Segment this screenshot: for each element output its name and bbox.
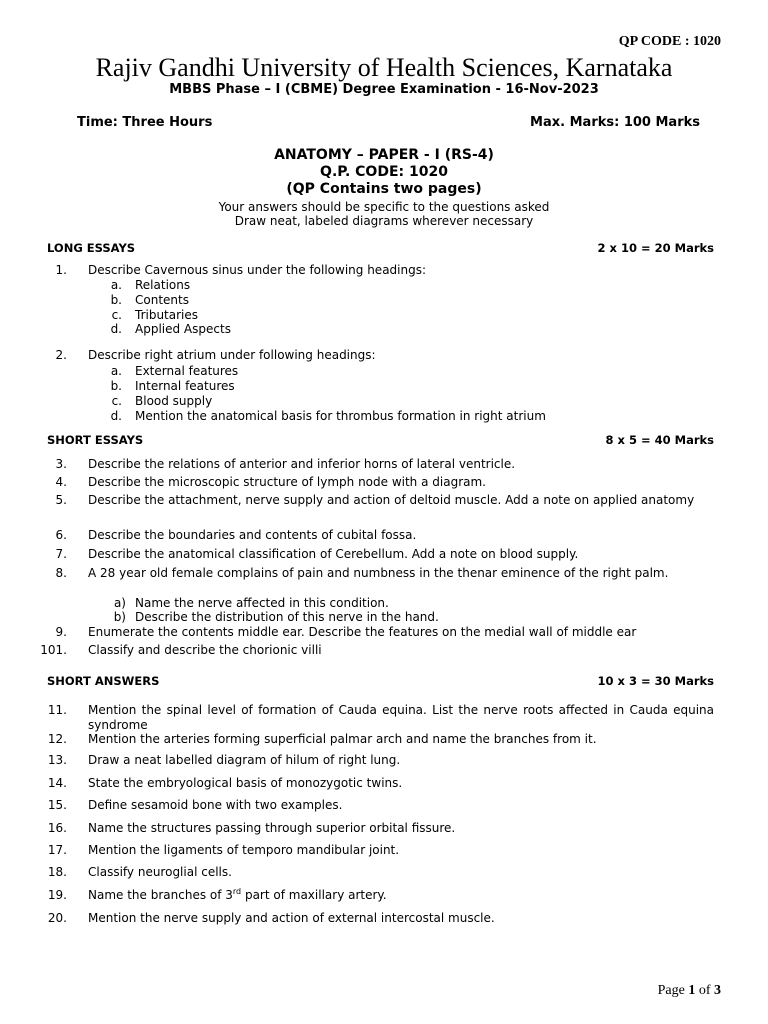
question-text: Describe the boundaries and contents of cubital fossa.: [88, 528, 417, 542]
question-number: 15.: [47, 798, 67, 812]
question-text: Describe Cavernous sinus under the following headings:: [88, 263, 427, 277]
question-text: Mention the arteries forming superficial palmar arch and name the branches from it.: [88, 732, 597, 746]
question-number: 2.: [55, 348, 67, 362]
question-text: Name the branches of 3rd part of maxillary artery.: [88, 887, 387, 902]
question-text: Classify and describe the chorionic villi: [88, 643, 322, 657]
question-text: Classify neuroglial cells.: [88, 865, 232, 879]
qp-code-top: QP CODE : 1020: [618, 34, 721, 49]
question-number: 8.: [55, 566, 67, 580]
instruction-1: Your answers should be specific to the questions asked: [218, 200, 550, 214]
section-title-long-essays: LONG ESSAYS: [47, 241, 136, 255]
question-text: Describe the relations of anterior and inferior horns of lateral ventricle.: [88, 457, 516, 471]
question-number: 19.: [47, 888, 67, 902]
section-marks-long-essays: 2 x 10 = 20 Marks: [597, 241, 714, 255]
question-number: 18.: [47, 865, 67, 879]
time-label: Time: Three Hours: [77, 115, 213, 130]
question-text: Describe right atrium under following headings:: [88, 348, 376, 362]
question-number: 5.: [55, 493, 67, 507]
instruction-2: Draw neat, labeled diagrams wherever necessary: [234, 214, 534, 228]
section-marks-short-essays: 8 x 5 = 40 Marks: [605, 433, 714, 447]
page-indicator: Page 1 of 3: [657, 983, 721, 998]
question-text: Describe the anatomical classification of Cerebellum. Add a note on blood supply.: [88, 547, 579, 561]
question-number: 4.: [55, 475, 67, 489]
section-marks-short-answers: 10 x 3 = 30 Marks: [597, 674, 714, 688]
section-title-short-answers: SHORT ANSWERS: [47, 674, 160, 688]
question-number: 1.: [55, 263, 67, 277]
question-number: 20.: [47, 911, 67, 925]
qp-code: Q.P. CODE: 1020: [320, 164, 448, 180]
section-title-short-essays: SHORT ESSAYS: [47, 433, 144, 447]
question-text: Mention the nerve supply and action of external intercostal muscle.: [88, 911, 495, 925]
question-text: Describe the microscopic structure of lymph node with a diagram.: [88, 475, 486, 489]
exam-title: MBBS Phase – I (CBME) Degree Examination - 16-Nov-2023: [169, 82, 599, 97]
pages-note: (QP Contains two pages): [286, 181, 482, 197]
question-text: Mention the spinal level of formation of Cauda equina. List the nerve roots affected in Cauda equina syndrome: [88, 703, 714, 732]
question-number: 7.: [55, 547, 67, 561]
question-number: 11.: [47, 703, 67, 717]
question-text: Enumerate the contents middle ear. Describe the features on the medial wall of middle ear: [88, 625, 637, 639]
question-text: State the embryological basis of monozygotic twins.: [88, 776, 403, 790]
subject-title: ANATOMY – PAPER - I (RS-4): [274, 147, 494, 163]
university-name: Rajiv Gandhi University of Health Sciences, Karnataka: [95, 53, 673, 82]
question-text: Mention the ligaments of temporo mandibular joint.: [88, 843, 400, 857]
max-marks-label: Max. Marks: 100 Marks: [530, 115, 700, 130]
ordinal-suffix: rd: [232, 887, 242, 896]
question-number: 9.: [55, 625, 67, 639]
question-number: 17.: [47, 843, 67, 857]
question-text: Name the structures passing through superior orbital fissure.: [88, 821, 456, 835]
question-number: 14.: [47, 776, 67, 790]
question-number: 16.: [47, 821, 67, 835]
question-number: 3.: [55, 457, 67, 471]
question-text: Draw a neat labelled diagram of hilum of right lung.: [88, 753, 401, 767]
question-text: A 28 year old female complains of pain and numbness in the thenar eminence of the right palm.: [88, 566, 669, 580]
question-number: 101.: [40, 643, 67, 657]
question-text: Define sesamoid bone with two examples.: [88, 798, 343, 812]
question-number: 13.: [47, 753, 67, 767]
question-text: Describe the attachment, nerve supply and action of deltoid muscle. Add a note on applied anatomy: [88, 493, 695, 507]
question-number: 6.: [55, 528, 67, 542]
question-number: 12.: [47, 732, 67, 746]
